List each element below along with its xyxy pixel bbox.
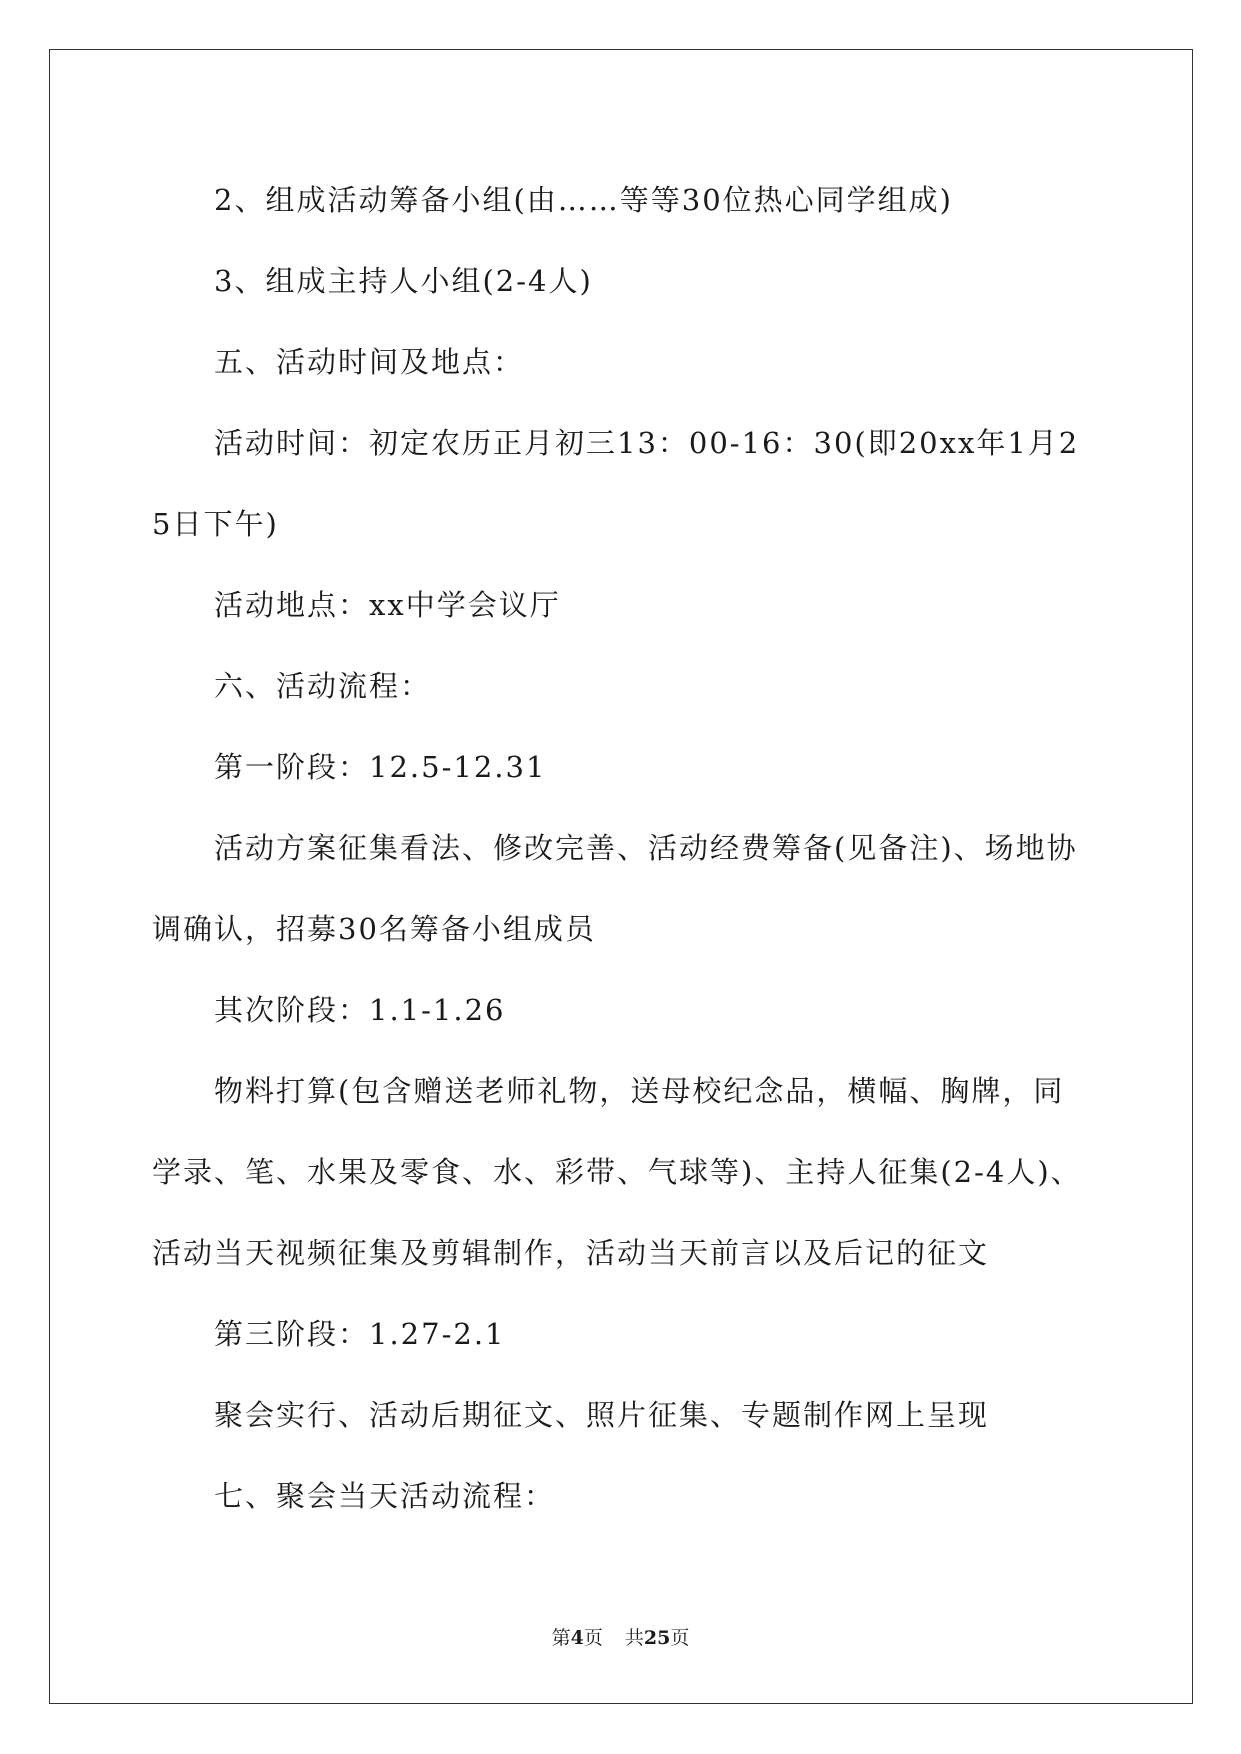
footer-total-prefix: 共 xyxy=(624,1627,644,1649)
footer-total-pages: 25 xyxy=(643,1627,671,1649)
paragraph-organize-committee: 2、组成活动筹备小组(由……等等30位热心同学组成) xyxy=(214,183,953,217)
heading-time-and-place: 五、活动时间及地点： xyxy=(214,345,525,379)
footer-page-suffix: 页 xyxy=(583,1627,603,1649)
paragraph-phase-two-detail: 物料打算(包含赠送老师礼物，送母校纪念品，横幅、胸牌，同学录、笔、水果及零食、水、彩带、气球等)、主持人征集(2-4人)、活动当天视频征集及剪辑制作，活动当天前言以及后记的征文 xyxy=(152,1074,1082,1270)
heading-day-process: 七、聚会当天活动流程： xyxy=(214,1479,556,1513)
footer-total-suffix: 页 xyxy=(670,1627,690,1649)
paragraph-phase-one: 第一阶段：12.5-12.31 xyxy=(214,750,547,784)
document-body xyxy=(152,160,1087,1537)
paragraph-phase-one-detail: 活动方案征集看法、修改完善、活动经费筹备(见备注)、场地协调确认，招募30名筹备小组成员 xyxy=(152,831,1078,946)
heading-event-process: 六、活动流程： xyxy=(214,669,432,703)
paragraph-host-group: 3、组成主持人小组(2-4人) xyxy=(214,264,593,298)
footer-page-prefix: 第 xyxy=(551,1627,571,1649)
page-footer xyxy=(0,1625,1241,1651)
paragraph-phase-three: 第三阶段：1.27-2.1 xyxy=(214,1317,506,1351)
paragraph-event-time: 活动时间：初定农历正月初三13：00-16：30(即20xx年1月25日下午) xyxy=(152,426,1080,541)
paragraph-event-place: 活动地点：xx中学会议厅 xyxy=(214,588,561,622)
paragraph-phase-three-detail: 聚会实行、活动后期征文、照片征集、专题制作网上呈现 xyxy=(214,1398,990,1432)
paragraph-phase-two: 其次阶段：1.1-1.26 xyxy=(214,993,506,1027)
footer-current-page: 4 xyxy=(570,1627,584,1649)
